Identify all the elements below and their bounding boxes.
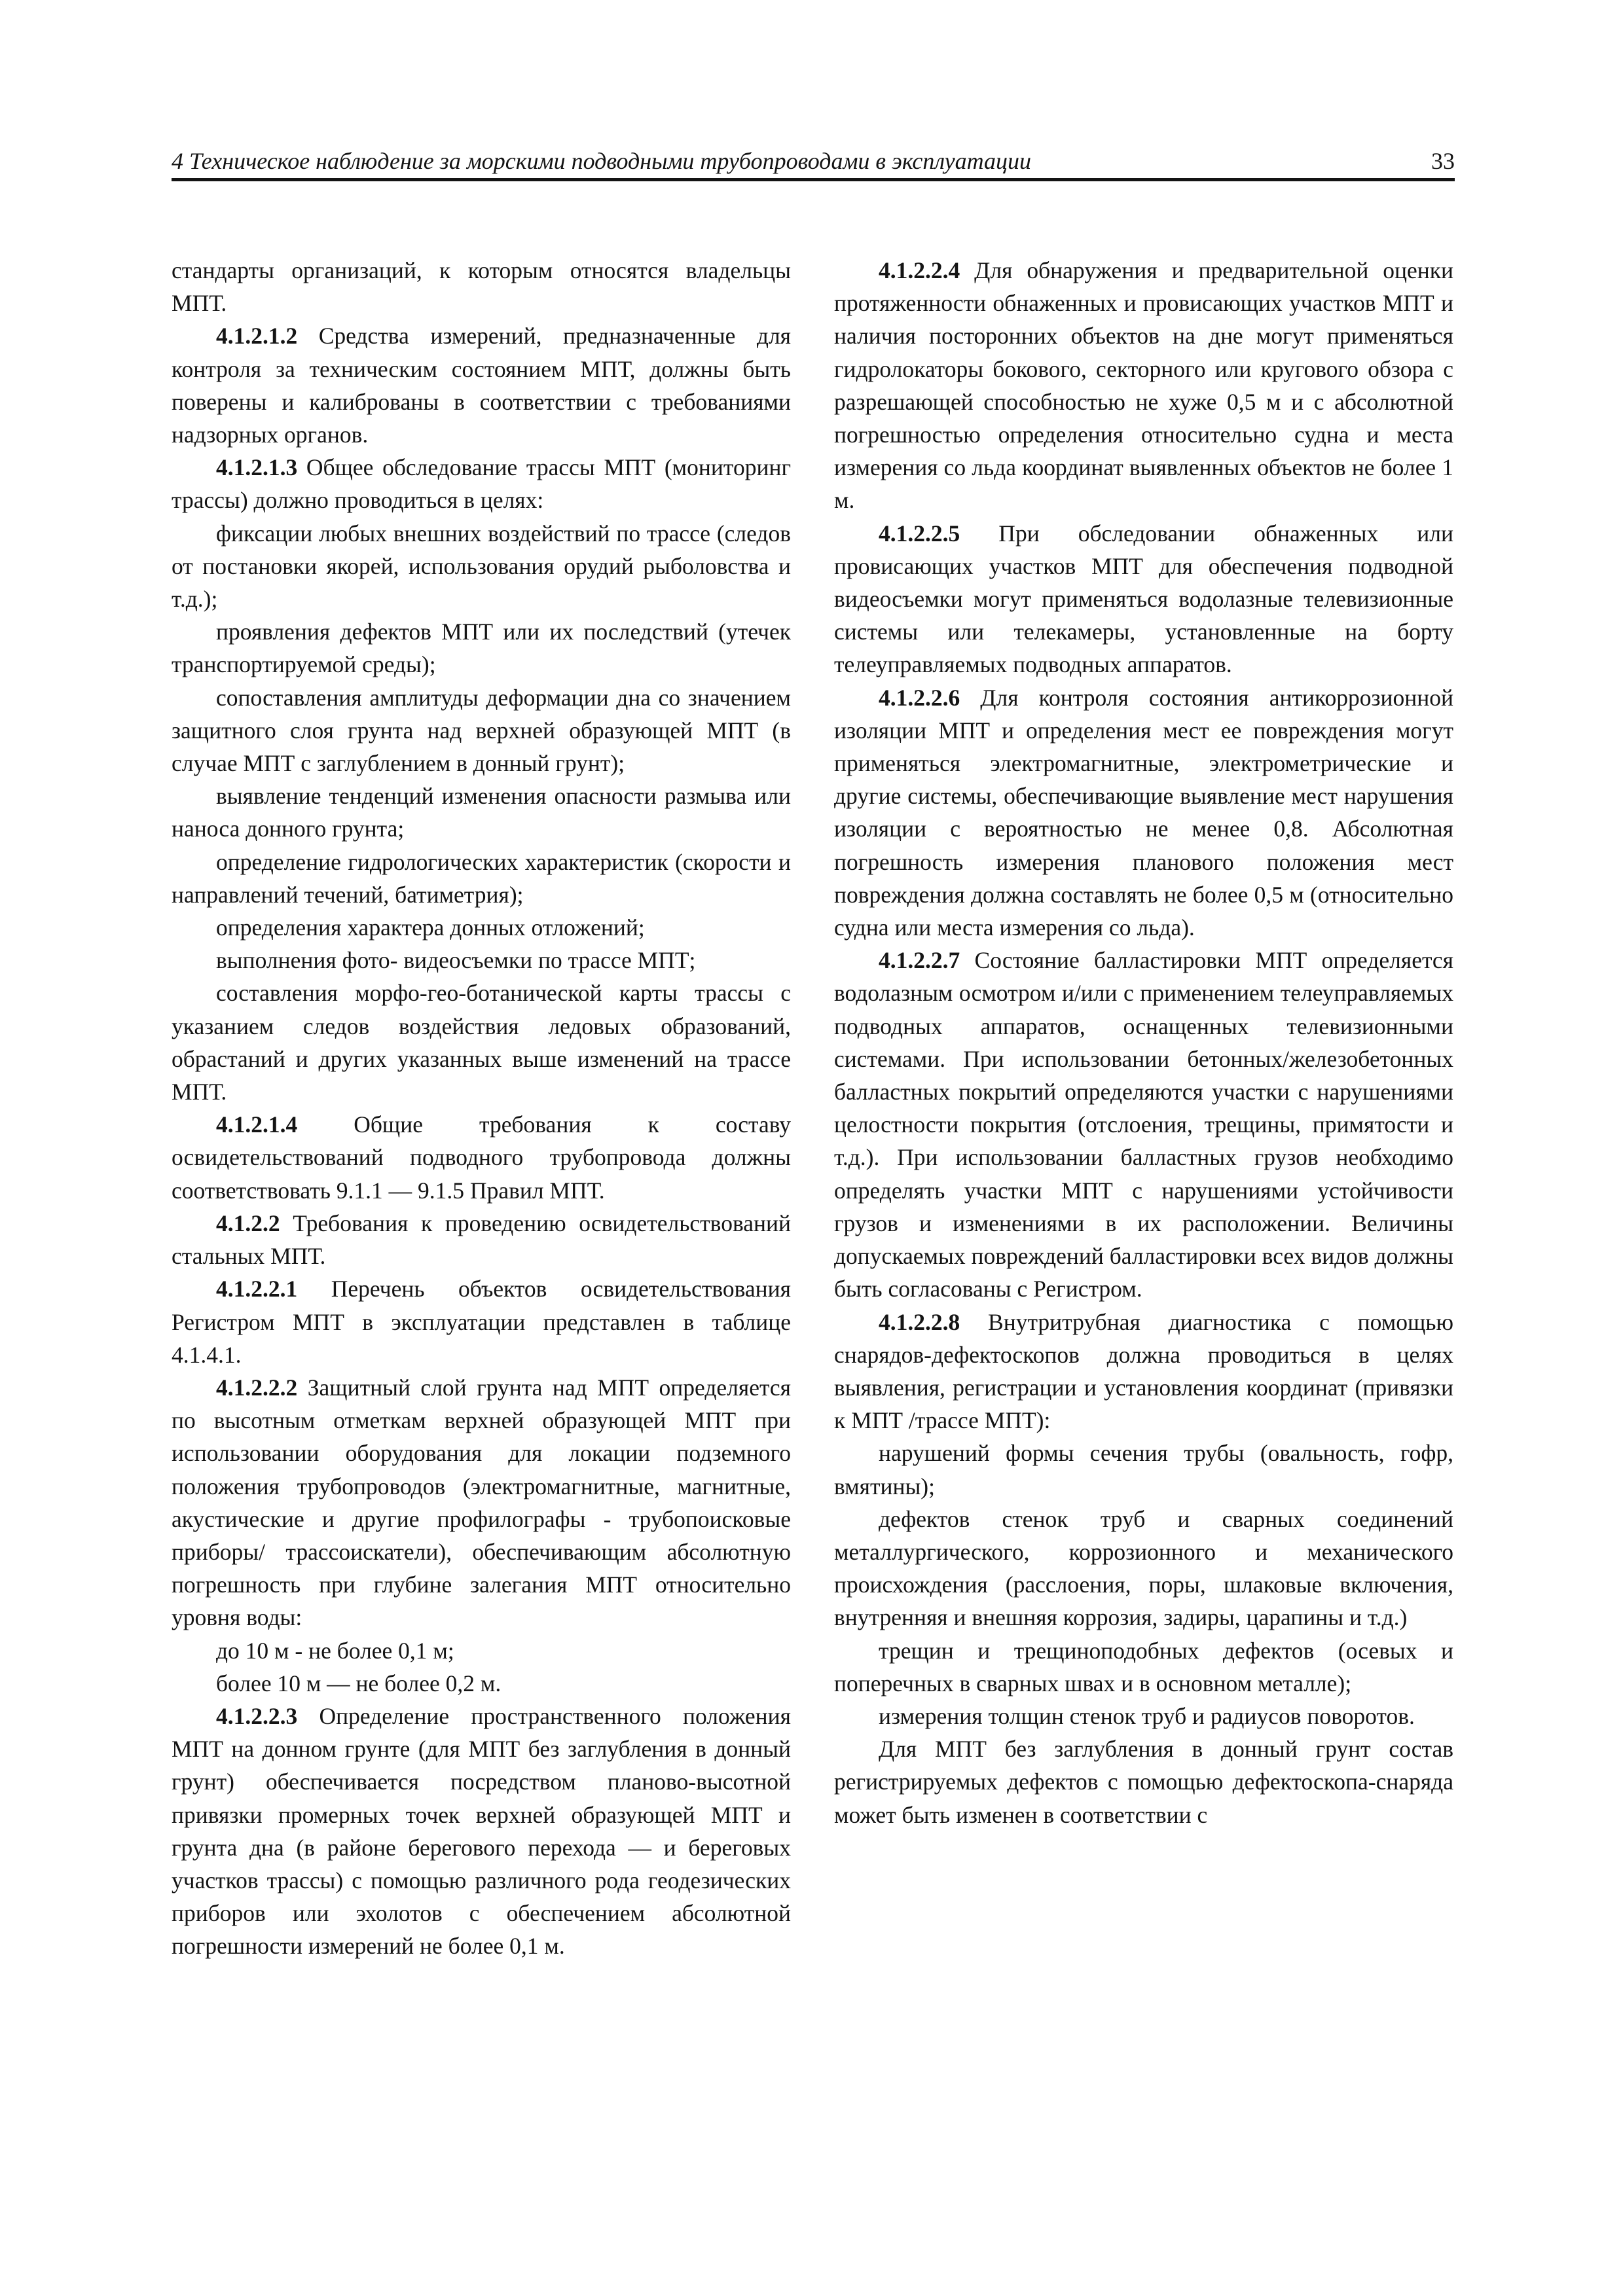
paragraph-text: Для обнаружения и предварительной оценки протяженности обнаженных и провисающих участков МПТ и наличия посторонних объектов на дне могут применяться гидролокаторы бокового, секторного или кругового обзора с разрешающей способностью не хуже 0,5 м и с абсолютной погрешностью определения относительно судна и места измерения со льда координат выявленных объектов не более 1 м. xyxy=(834,257,1453,514)
paragraph-text: Определение пространственного положения МПТ на донном грунте (для МПТ без заглубления в донный грунт) обеспечивается посредством планово-высотной привязки промерных точек верхней образующей МПТ и грунта дна (в районе берегового перехода — и береговых участков трассы) с помощью различного рода геодезических приборов или эхолотов с обеспечением абсолютной погрешности измерений не более 0,1 м. xyxy=(172,1702,791,1960)
paragraph-text: до 10 м - не более 0,1 м; xyxy=(216,1637,454,1664)
paragraph-text: дефектов стенок труб и сварных соединений металлургического, коррозионного и механического происхождения (расслоения, поры, шлаковые включения, внутренняя и внешняя коррозия, задиры, царапины и т.д.) xyxy=(834,1505,1453,1631)
paragraph-text: Внутритрубная диагностика с помощью снарядов-дефектоскопов должна проводиться в целях выявления, регистрации и установления координат (привязки к МПТ /трассе МПТ): xyxy=(834,1308,1453,1434)
paragraph-text: составления морфо-гео-ботанической карты трассы с указанием следов воздействия ледовых образований, обрастаний и других указанных выше изменений на трассе МПТ. xyxy=(172,980,791,1105)
paragraph-text: проявления дефектов МПТ или их последствий (утечек транспортируемой среды); xyxy=(172,619,791,678)
paragraph xyxy=(172,254,791,319)
paragraph xyxy=(834,681,1453,944)
list-item xyxy=(834,1700,1453,1732)
paragraph xyxy=(172,1108,791,1207)
paragraph-text: измерения толщин стенок труб и радиусов поворотов. xyxy=(879,1702,1415,1729)
clause-number: 4.1.2.2.7 xyxy=(879,947,960,974)
paragraph-text: Для МПТ без заглубления в донный грунт состав регистрируемых дефектов с помощью дефектоскопа-снаряда может быть изменен в соответствии с xyxy=(834,1736,1453,1828)
paragraph xyxy=(172,1207,791,1272)
list-item xyxy=(172,615,791,681)
list-item xyxy=(172,780,791,845)
header-rule xyxy=(172,178,1455,181)
paragraph xyxy=(834,254,1453,517)
paragraph-text: нарушений формы сечения трубы (овальность, гофр, вмятины); xyxy=(834,1440,1453,1499)
list-item xyxy=(172,911,791,944)
clause-number: 4.1.2.2 xyxy=(216,1210,280,1236)
paragraph-text: более 10 м — не более 0,2 м. xyxy=(216,1670,501,1696)
list-item xyxy=(834,1634,1453,1700)
list-item xyxy=(834,1437,1453,1502)
clause-number: 4.1.2.2.6 xyxy=(879,684,960,711)
clause-number: 4.1.2.2.2 xyxy=(216,1374,298,1401)
paragraph-text: определение гидрологических характеристик (скорости и направлений течений, батиметрия); xyxy=(172,848,791,908)
paragraph-text: При обследовании обнаженных или провисающих участков МПТ для обеспечения подводной видеосъемки могут применяться водолазные телевизионные системы или телекамеры, установленные на борту телеуправляемых подводных аппаратов. xyxy=(834,520,1453,678)
clause-number: 4.1.2.2.5 xyxy=(879,520,960,547)
running-header xyxy=(172,145,1455,177)
paragraph-text: трещин и трещиноподобных дефектов (осевых и поперечных в сварных швах и в основном металле); xyxy=(834,1637,1453,1696)
paragraph xyxy=(834,1306,1453,1437)
list-item xyxy=(172,1634,791,1667)
list-item xyxy=(172,977,791,1108)
paragraph-text: Защитный слой грунта над МПТ определяется по высотным отметкам верхней образующей МПТ при использовании оборудования для локации подземного положения трубопроводов (электромагнитные, магнитные, акустические и другие профилографы - трубопоисковые приборы/ трассоискатели), обеспечивающим абсолютную погрешность при глубине залегания МПТ относительно уровня воды: xyxy=(172,1374,791,1631)
paragraph-text: стандарты организаций, к которым относятся владельцы МПТ. xyxy=(172,257,791,317)
paragraph-text: сопоставления амплитуды деформации дна со значением защитного слоя грунта над верхней образующей МПТ (в случае МПТ с заглублением в донный грунт); xyxy=(172,684,791,777)
clause-number: 4.1.2.2.4 xyxy=(879,257,960,283)
list-item xyxy=(172,517,791,616)
paragraph-text: выполнения фото- видеосъемки по трассе МПТ; xyxy=(216,947,696,974)
page-number: 33 xyxy=(1431,148,1455,174)
paragraph xyxy=(172,451,791,516)
paragraph-text: Общее обследование трассы МПТ (мониторинг трассы) должно проводиться в целях: xyxy=(172,454,791,514)
clause-number: 4.1.2.2.1 xyxy=(216,1276,298,1302)
paragraph xyxy=(172,1371,791,1634)
clause-number: 4.1.2.1.4 xyxy=(216,1111,298,1138)
list-item xyxy=(172,681,791,780)
paragraph-text: выявление тенденций изменения опасности размыва или наноса донного грунта; xyxy=(172,783,791,842)
right-column xyxy=(834,254,1453,1831)
paragraph-text: определения характера донных отложений; xyxy=(216,914,645,941)
paragraph-text: Требования к проведению освидетельствований стальных МПТ. xyxy=(172,1210,791,1270)
paragraph xyxy=(172,319,791,451)
list-item xyxy=(172,944,791,977)
paragraph xyxy=(834,944,1453,1305)
clause-number: 4.1.2.1.3 xyxy=(216,454,298,481)
clause-number: 4.1.2.2.8 xyxy=(879,1308,960,1335)
list-item xyxy=(172,1667,791,1700)
paragraph-text: фиксации любых внешних воздействий по трассе (следов от постановки якорей, использования орудий рыболовства и т.д.); xyxy=(172,520,791,613)
clause-number: 4.1.2.1.2 xyxy=(216,323,298,350)
paragraph-text: Средства измерений, предназначенные для контроля за техническим состоянием МПТ, должны быть поверены и калиброваны в соответствии с требованиями надзорных органов. xyxy=(172,323,791,448)
paragraph-text: Перечень объектов освидетельствования Регистром МПТ в эксплуатации представлен в таблице 4.1.4.1. xyxy=(172,1276,791,1368)
running-title: 4 Техническое наблюдение за морскими подводными трубопроводами в эксплуатации xyxy=(172,148,1032,174)
paragraph xyxy=(834,517,1453,681)
paragraph-text: Общие требования к составу освидетельствований подводного трубопровода должны соответствовать 9.1.1 — 9.1.5 Правил МПТ. xyxy=(172,1111,791,1204)
paragraph xyxy=(172,1272,791,1371)
clause-number: 4.1.2.2.3 xyxy=(216,1702,298,1729)
paragraph xyxy=(172,1700,791,1963)
left-column xyxy=(172,254,791,1963)
paragraph-text: Для контроля состояния антикоррозионной изоляции МПТ и определения мест ее повреждения могут применяться электромагнитные, электрометрические и другие системы, обеспечивающие выявление мест нарушения изоляции с вероятностью не менее 0,8. Абсолютная погрешность измерения планового положения мест повреждения должна составлять не более 0,5 м (относительно судна или места измерения со льда). xyxy=(834,684,1453,941)
list-item xyxy=(172,846,791,911)
list-item xyxy=(834,1503,1453,1634)
paragraph-text: Состояние балластировки МПТ определяется водолазным осмотром и/или с применением телеуправляемых подводных аппаратов, оснащенных телевизионными системами. При использовании бетонных/железобетонных балластных покрытий определяются участки с нарушениями целостности покрытия (отслоения, трещины, примятости и т.д.). При использовании балластных грузов необходимо определять участки МПТ с нарушениями устойчивости грузов и изменениями в их расположении. Величины допускаемых повреждений балластировки всех видов должны быть согласованы с Регистром. xyxy=(834,947,1453,1302)
paragraph xyxy=(834,1732,1453,1831)
